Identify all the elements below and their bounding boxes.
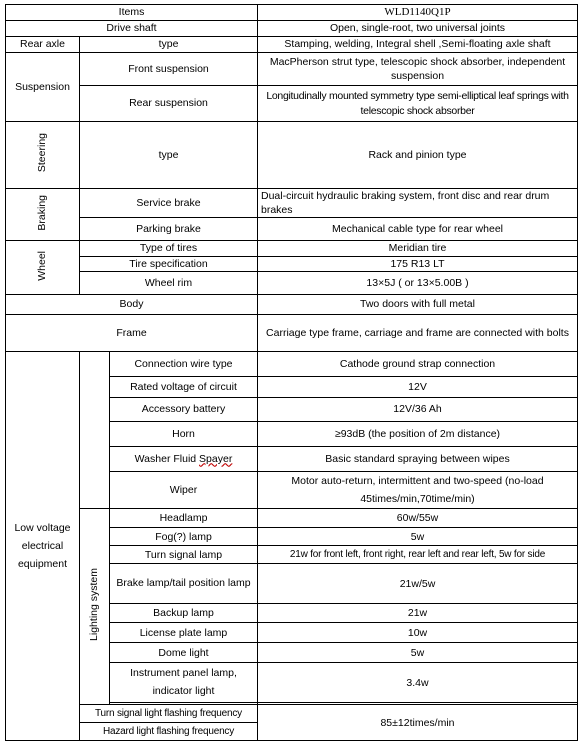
service-brake-value: Dual-circuit hydraulic braking system, front disc and rear drum brakes [258,189,578,218]
wiper-value: Motor auto-return, intermittent and two-speed (no-load 45times/min,70time/min) [258,471,578,509]
horn-label: Horn [110,421,258,446]
horn-value: ≥93dB (the position of 2m distance) [258,421,578,446]
battery-label: Accessory battery [110,397,258,421]
table-row [6,256,578,271]
dome-light-label: Dome light [110,643,258,663]
electrical-blank-cell [80,351,110,509]
rear-suspension-value: Longitudinally mounted symmetry type semi-elliptical leaf springs with telescopic shock absorber [258,86,578,122]
rear-axle-value: Stamping, welding, Integral shell ,Semi-floating axle shaft [258,37,578,53]
drive-shaft-value: Open, single-root, two universal joints [258,21,578,37]
items-header: Items [6,5,258,21]
flash-frequency-value: 85±12times/min [258,705,578,741]
connection-wire-label: Connection wire type [110,351,258,376]
brake-lamp-label: Brake lamp/tail position lamp [110,564,258,604]
brake-lamp-value: 21w/5w [258,564,578,604]
braking-label-text: Braking [36,194,49,231]
rated-voltage-label: Rated voltage of circuit [110,376,258,397]
table-row [6,351,578,376]
backup-lamp-label: Backup lamp [110,604,258,623]
table-row [6,705,578,723]
wheel-label-text: Wheel [36,250,49,281]
body-label: Body [6,294,258,314]
tire-type-label: Type of tires [80,241,258,256]
table-row [6,122,578,189]
tire-spec-value: 175 R13 LT [258,256,578,271]
instrument-lamp-label: Instrument panel lamp, indicator light [110,663,258,703]
table-row [6,314,578,351]
body-value: Two doors with full metal [258,294,578,314]
suspension-label: Suspension [6,53,80,122]
table-row [6,21,578,37]
license-lamp-value: 10w [258,623,578,643]
turn-signal-label: Turn signal lamp [110,546,258,564]
table-row [6,53,578,86]
rear-axle-label: Rear axle [6,37,80,53]
washer-label [110,446,258,471]
vehicle-spec-table [5,4,578,741]
table-row [6,218,578,241]
battery-value: 12V/36 Ah [258,397,578,421]
fog-lamp-value: 5w [258,528,578,546]
steering-value: Rack and pinion type [258,122,578,189]
washer-label-misspelled: Spayer [199,452,233,465]
headlamp-value: 60w/55w [258,509,578,528]
front-suspension-label: Front suspension [80,53,258,86]
hazard-flash-label: Hazard light flashing frequency [80,723,258,741]
rear-axle-type-label: type [80,37,258,53]
turn-flash-label: Turn signal light flashing frequency [80,705,258,723]
service-brake-label: Service brake [80,189,258,218]
braking-label [6,189,80,241]
rated-voltage-value: 12V [258,376,578,397]
frame-label: Frame [6,314,258,351]
table-row [6,5,578,21]
table-row [6,294,578,314]
table-row [6,189,578,218]
connection-wire-value: Cathode ground strap connection [258,351,578,376]
drive-shaft-label: Drive shaft [6,21,258,37]
washer-value: Basic standard spraying between wipes [258,446,578,471]
tire-spec-label: Tire specification [80,256,258,271]
wheel-rim-value: 13×5J ( or 13×5.00B ) [258,271,578,294]
lighting-system-label [80,509,110,705]
parking-brake-value: Mechanical cable type for rear wheel [258,218,578,241]
table-row [6,241,578,256]
frame-value: Carriage type frame, carriage and frame are connected with bolts [258,314,578,351]
steering-label-text: Steering [36,133,49,173]
electrical-label: Low voltage electrical equipment [6,351,80,741]
model-header: WLD1140Q1P [258,5,578,21]
license-lamp-label: License plate lamp [110,623,258,643]
washer-label-text: Washer Fluid [134,452,200,465]
steering-label [6,122,80,189]
fog-lamp-label: Fog(?) lamp [110,528,258,546]
steering-type-label: type [80,122,258,189]
table-row [6,271,578,294]
lighting-system-label-text: Lighting system [88,568,101,642]
instrument-lamp-value: 3.4w [258,663,578,703]
parking-brake-label: Parking brake [80,218,258,241]
table-row [6,509,578,528]
rear-suspension-label: Rear suspension [80,86,258,122]
backup-lamp-value: 21w [258,604,578,623]
table-row [6,37,578,53]
wiper-label: Wiper [110,471,258,509]
dome-light-value: 5w [258,643,578,663]
turn-signal-value: 21w for front left, front right, rear left and rear left, 5w for side [258,546,578,564]
wheel-label [6,241,80,294]
wheel-rim-label: Wheel rim [80,271,258,294]
front-suspension-value: MacPherson strut type, telescopic shock absorber, independent suspension [258,53,578,86]
headlamp-label: Headlamp [110,509,258,528]
table-row [6,86,578,122]
tire-type-value: Meridian tire [258,241,578,256]
